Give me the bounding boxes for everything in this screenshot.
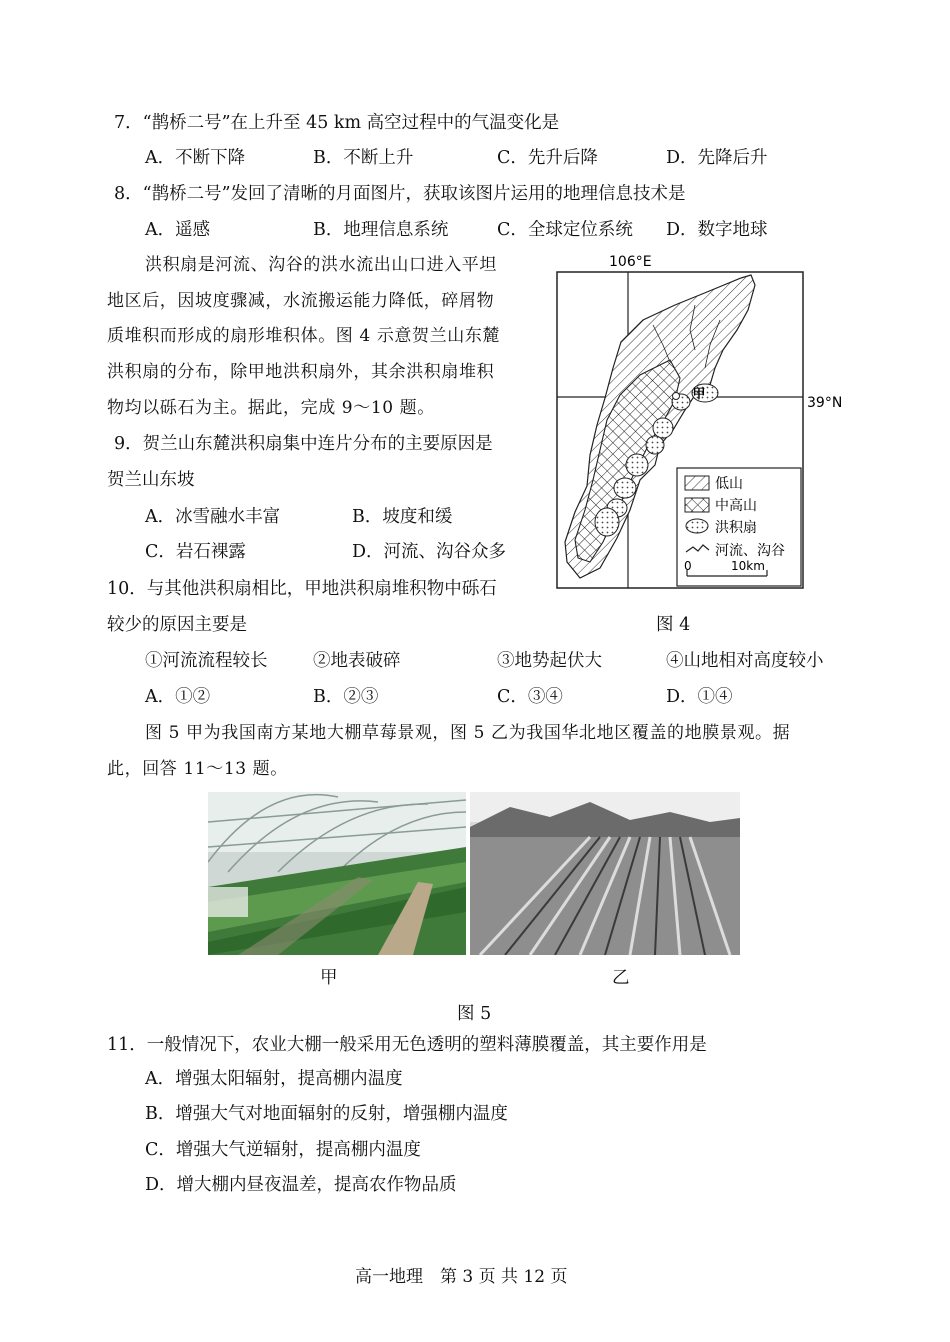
map-legend (677, 468, 801, 586)
q8-option-a: A．遥感 (145, 220, 211, 240)
q11-option-d: D．增大棚内昼夜温差，提高农作物品质 (145, 1175, 457, 1195)
q7-option-d: D．先降后升 (666, 148, 768, 168)
q10-statement-2: ②地表破碎 (313, 651, 401, 671)
q8-option-b: B．地理信息系统 (313, 220, 449, 240)
latitude-label: 39°N (807, 395, 843, 411)
greenhouse-strawberry-photo (208, 792, 466, 955)
scale-start: 0 (684, 559, 692, 573)
q11-option-c: C．增强大气逆辐射，提高棚内温度 (145, 1140, 421, 1160)
figure5-caption: 图 5 (457, 1004, 492, 1024)
mulch-film-field-photo (470, 792, 740, 955)
q10-stem-line-1: 10．与其他洪积扇相比，甲地洪积扇堆积物中砾石 (107, 579, 497, 599)
q9-option-a: A．冰雪融水丰富 (145, 507, 281, 527)
q7-option-c: C．先升后降 (497, 148, 598, 168)
intro-alluvial-line-5: 物均以砾石为主。据此，完成 9～10 题。 (107, 398, 435, 418)
q9-option-c: C．岩石裸露 (145, 542, 246, 562)
q9-stem-line-1: 9．贺兰山东麓洪积扇集中连片分布的主要原因是 (114, 434, 493, 454)
figure5-label-right: 乙 (612, 968, 630, 988)
intro-alluvial-line-4: 洪积扇的分布，除甲地洪积扇外，其余洪积扇堆积 (107, 362, 495, 382)
q9-option-d: D．河流、沟谷众多 (352, 542, 507, 562)
page-footer: 高一地理 第 3 页 共 12 页 (355, 1267, 568, 1287)
q10-statement-1: ①河流流程较长 (145, 651, 268, 671)
intro-greenhouse-line-2: 此，回答 11～13 题。 (107, 759, 288, 779)
q7-stem: 7．“鹊桥二号”在上升至 45 km 高空过程中的气温变化是 (114, 113, 560, 133)
q8-stem: 8．“鹊桥二号”发回了清晰的月面图片，获取该图片运用的地理信息技术是 (114, 184, 686, 204)
q9-stem-line-2: 贺兰山东坡 (107, 470, 195, 490)
legend-middle-high-mountain: 中高山 (715, 498, 757, 514)
figure4-map (545, 250, 845, 595)
place-label-jia: 甲 (692, 387, 706, 402)
intro-alluvial-line-3: 质堆积而形成的扇形堆积体。图 4 示意贺兰山东麓 (107, 326, 501, 346)
q10-statement-4: ④山地相对高度较小 (666, 651, 824, 671)
q8-option-c: C．全球定位系统 (497, 220, 633, 240)
q7-option-b: B．不断上升 (313, 148, 414, 168)
legend-alluvial-fan: 洪积扇 (715, 520, 757, 536)
q9-option-b: B．坡度和缓 (352, 507, 453, 527)
q7-option-a: A．不断下降 (145, 148, 246, 168)
q10-stem-line-2: 较少的原因主要是 (107, 615, 247, 635)
q10-option-a: A．①② (145, 687, 211, 707)
intro-alluvial-line-1: 洪积扇是河流、沟谷的洪水流出山口进入平坦 (145, 255, 497, 275)
figure4-caption: 图 4 (656, 615, 691, 635)
q10-option-b: B．②③ (313, 687, 379, 707)
q11-option-b: B．增强大气对地面辐射的反射，增强棚内温度 (145, 1104, 508, 1124)
q11-option-a: A．增强太阳辐射，提高棚内温度 (145, 1069, 403, 1089)
q8-option-d: D．数字地球 (666, 220, 768, 240)
intro-alluvial-line-2: 地区后，因坡度骤减，水流搬运能力降低，碎屑物 (107, 291, 495, 311)
q10-statement-3: ③地势起伏大 (497, 651, 602, 671)
place-marker (673, 393, 680, 400)
q10-option-d: D．①④ (666, 687, 733, 707)
figure5-photo-right (470, 792, 740, 955)
scale-end: 10km (731, 559, 765, 573)
intro-greenhouse-line-1: 图 5 甲为我国南方某地大棚草莓景观，图 5 乙为我国华北地区覆盖的地膜景观。据 (145, 723, 791, 743)
figure4 (545, 250, 845, 595)
legend-river-valley: 河流、沟谷 (715, 543, 785, 559)
longitude-label: 106°E (609, 254, 652, 270)
figure5-label-left: 甲 (320, 968, 338, 988)
q11-stem: 11．一般情况下，农业大棚一般采用无色透明的塑料薄膜覆盖，其主要作用是 (107, 1035, 707, 1055)
legend-low-mountain: 低山 (715, 476, 743, 492)
figure5-photo-left (208, 792, 466, 955)
q10-option-c: C．③④ (497, 687, 563, 707)
